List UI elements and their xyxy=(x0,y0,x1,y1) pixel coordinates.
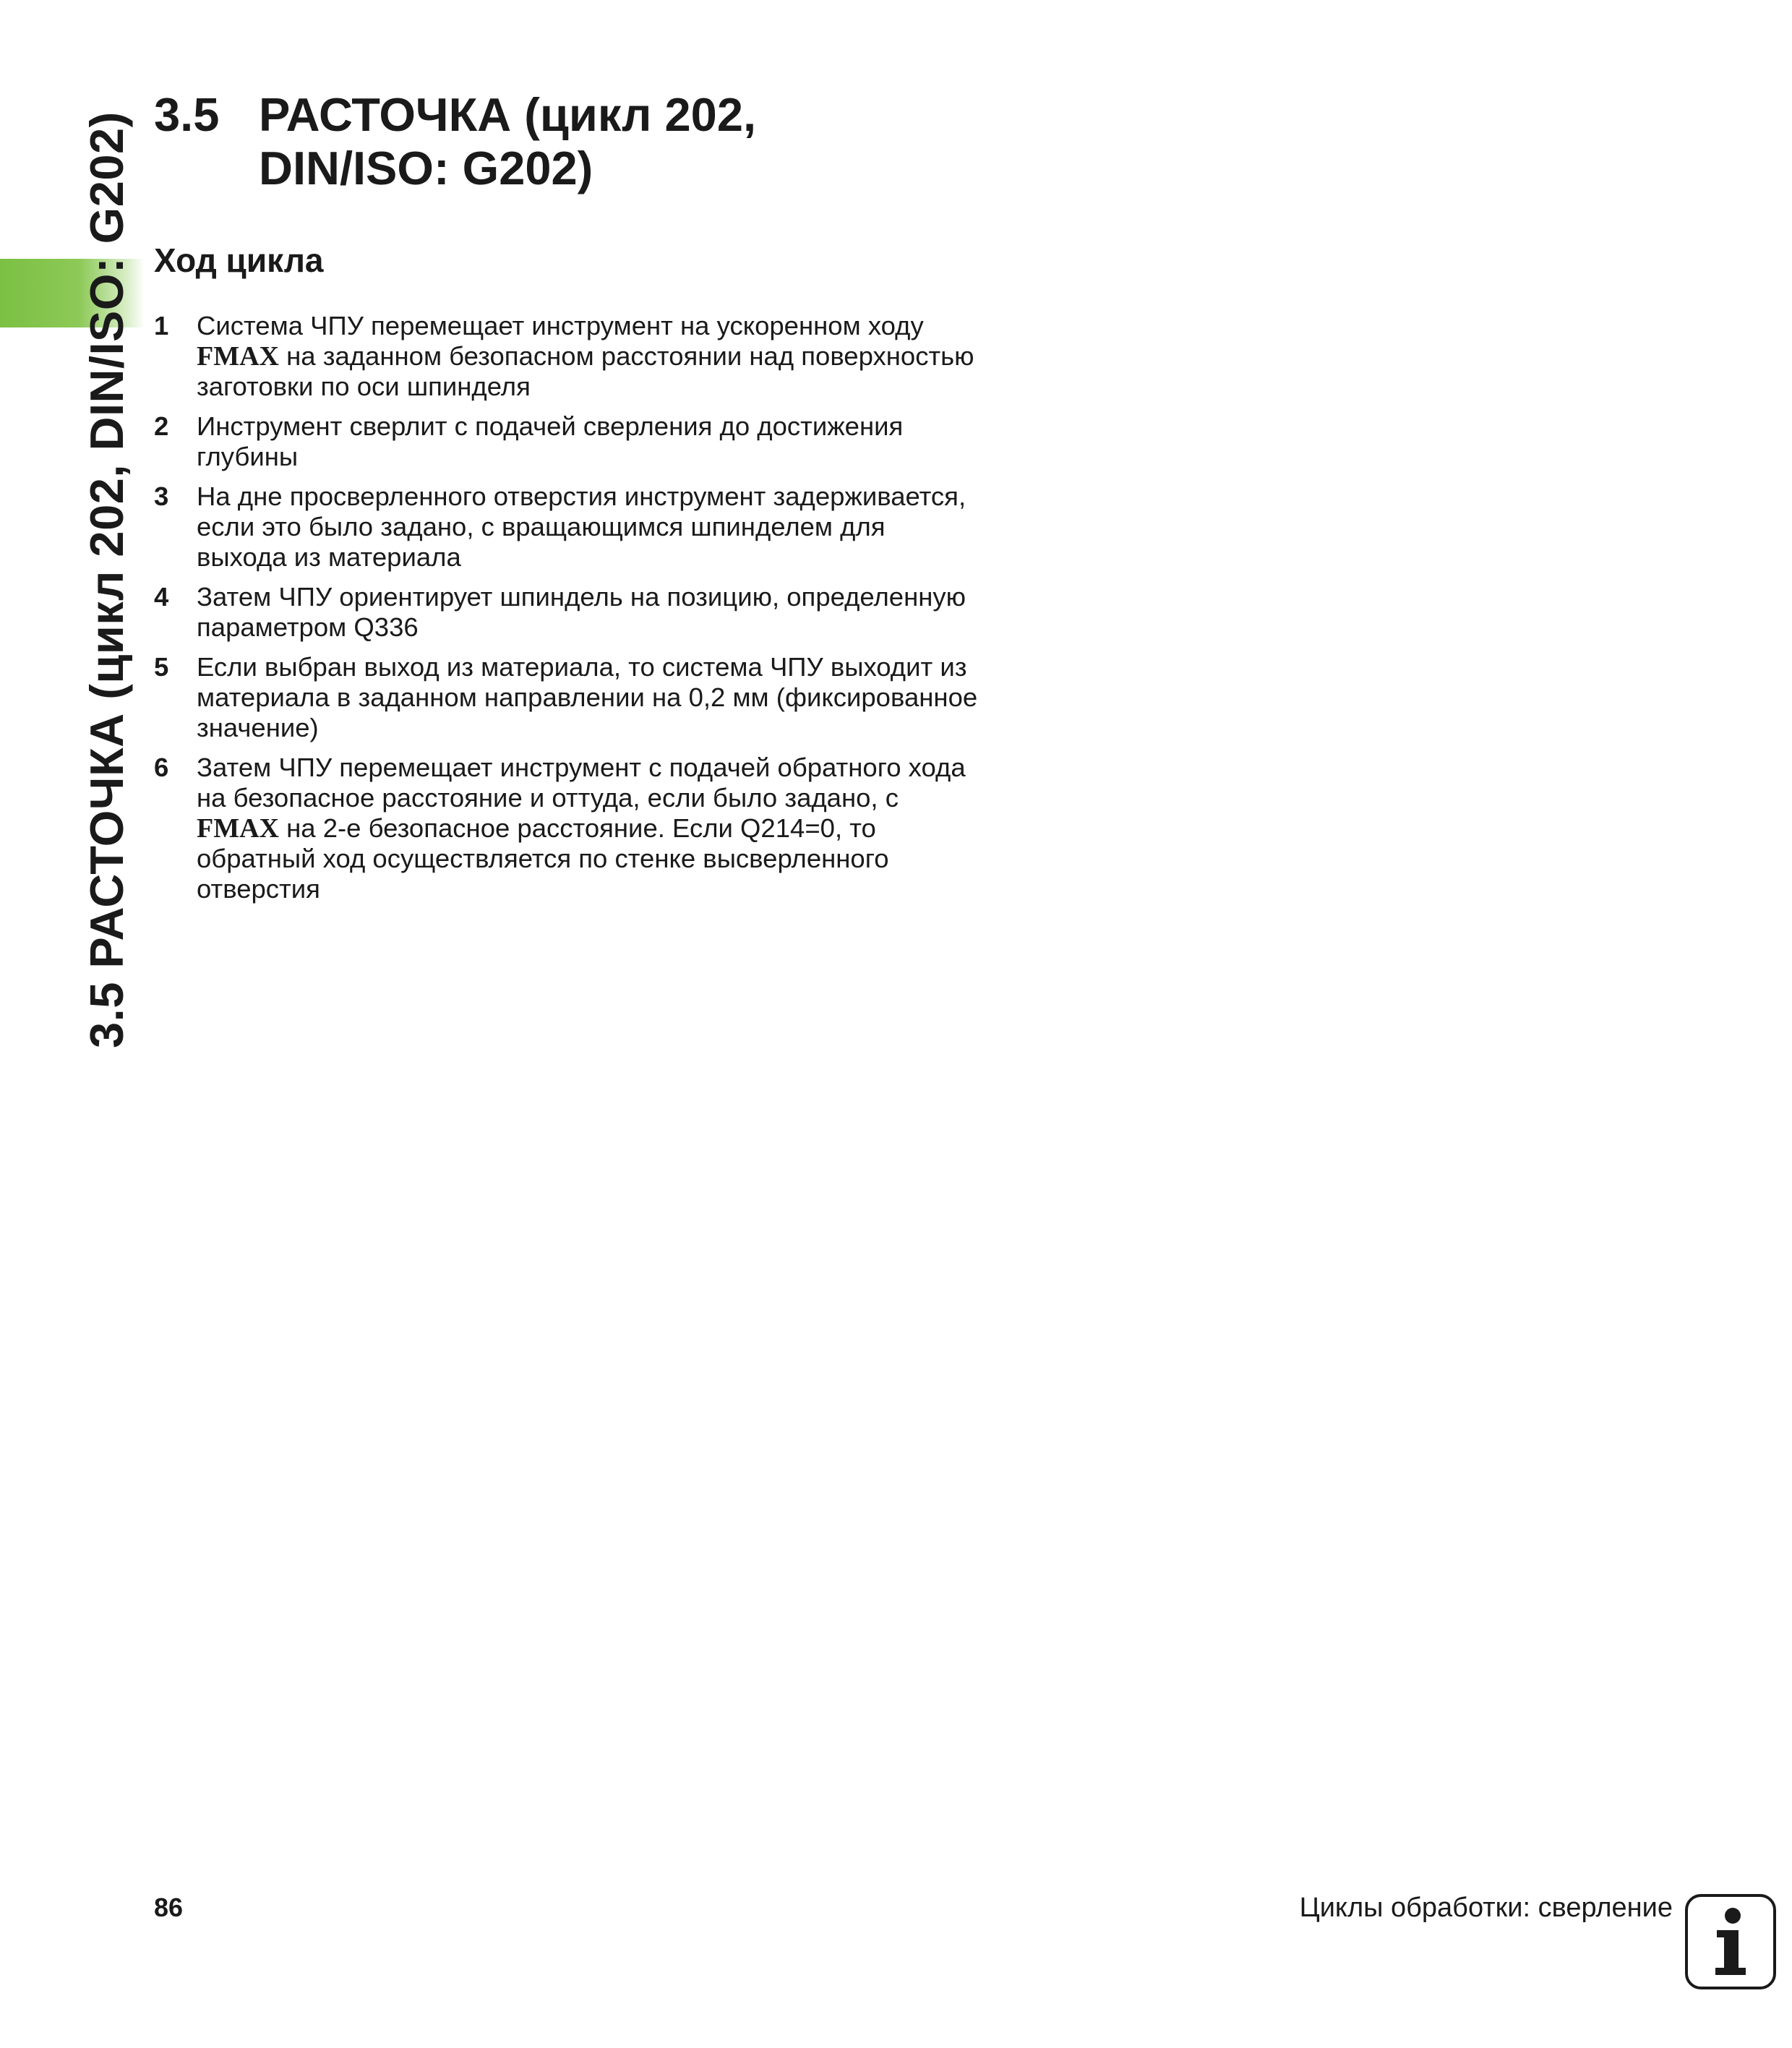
fmax-keyword: FMAX xyxy=(197,341,279,372)
footer-chapter-title: Циклы обработки: сверление xyxy=(1299,1893,1673,1923)
step-text-line xyxy=(197,813,1021,844)
subheading: Ход цикла xyxy=(154,241,324,279)
section-title-line-2: DIN/ISO: G202) xyxy=(259,142,593,194)
step-text-line: на безопасное расстояние и оттуда, если было задано, с xyxy=(197,783,899,813)
step-text-line: материала в заданном направлении на 0,2 мм (фиксированное xyxy=(197,682,978,712)
section-number: 3.5 xyxy=(154,88,220,141)
step-text: на 2-е безопасное расстояние. Если Q214=0, то xyxy=(278,813,876,843)
step-text-line: значение) xyxy=(197,713,319,742)
step-text: на заданном безопасном расстоянии над поверхностью xyxy=(278,341,974,371)
step-text-line: Затем ЧПУ перемещает инструмент с подачей обратного хода xyxy=(197,753,966,782)
step-text-line: На дне просверленного отверстия инструмент задерживается, xyxy=(197,481,966,511)
step-text-line: Инструмент сверлит с подачей сверления до достижения xyxy=(197,411,904,441)
info-icon[interactable] xyxy=(1685,1894,1776,1989)
step-text-line: отверстия xyxy=(197,874,320,904)
step-text-line: выхода из материала xyxy=(197,542,461,572)
fmax-keyword: FMAX xyxy=(197,813,279,844)
step-number: 3 xyxy=(154,481,169,511)
step-text-line: Система ЧПУ перемещает инструмент на ускоренном ходу xyxy=(197,311,924,340)
list-item xyxy=(154,481,1021,573)
steps-list xyxy=(154,311,1021,914)
step-text-line: Затем ЧПУ ориентирует шпиндель на позицию, определенную xyxy=(197,582,966,612)
step-text-line: глубины xyxy=(197,442,299,471)
step-text-line: Если выбран выход из материала, то система ЧПУ выходит из xyxy=(197,652,967,682)
step-text-line: заготовки по оси шпинделя xyxy=(197,372,531,401)
list-item xyxy=(154,411,1021,472)
step-text-line: обратный ход осуществляется по стенке высверленного xyxy=(197,844,889,873)
page-number: 86 xyxy=(154,1893,184,1922)
list-item xyxy=(154,753,1021,904)
step-text-line xyxy=(197,341,1021,372)
step-text-line: если это было задано, с вращающимся шпинделем для xyxy=(197,512,886,541)
step-number: 4 xyxy=(154,582,169,612)
side-running-title: 3.5 РАСТОЧКА (цикл 202, DIN/ISO: G202) xyxy=(80,111,133,1048)
step-text-line: параметром Q336 xyxy=(197,612,419,642)
step-number: 2 xyxy=(154,411,169,441)
list-item xyxy=(154,652,1021,743)
section-title-text xyxy=(259,88,982,195)
info-glyph xyxy=(1688,1897,1773,1987)
section-title-line-1: РАСТОЧКА (цикл 202, xyxy=(259,88,757,141)
step-number: 6 xyxy=(154,753,169,782)
list-item xyxy=(154,582,1021,643)
list-item xyxy=(154,311,1021,402)
step-number: 5 xyxy=(154,652,169,682)
step-number: 1 xyxy=(154,311,169,340)
